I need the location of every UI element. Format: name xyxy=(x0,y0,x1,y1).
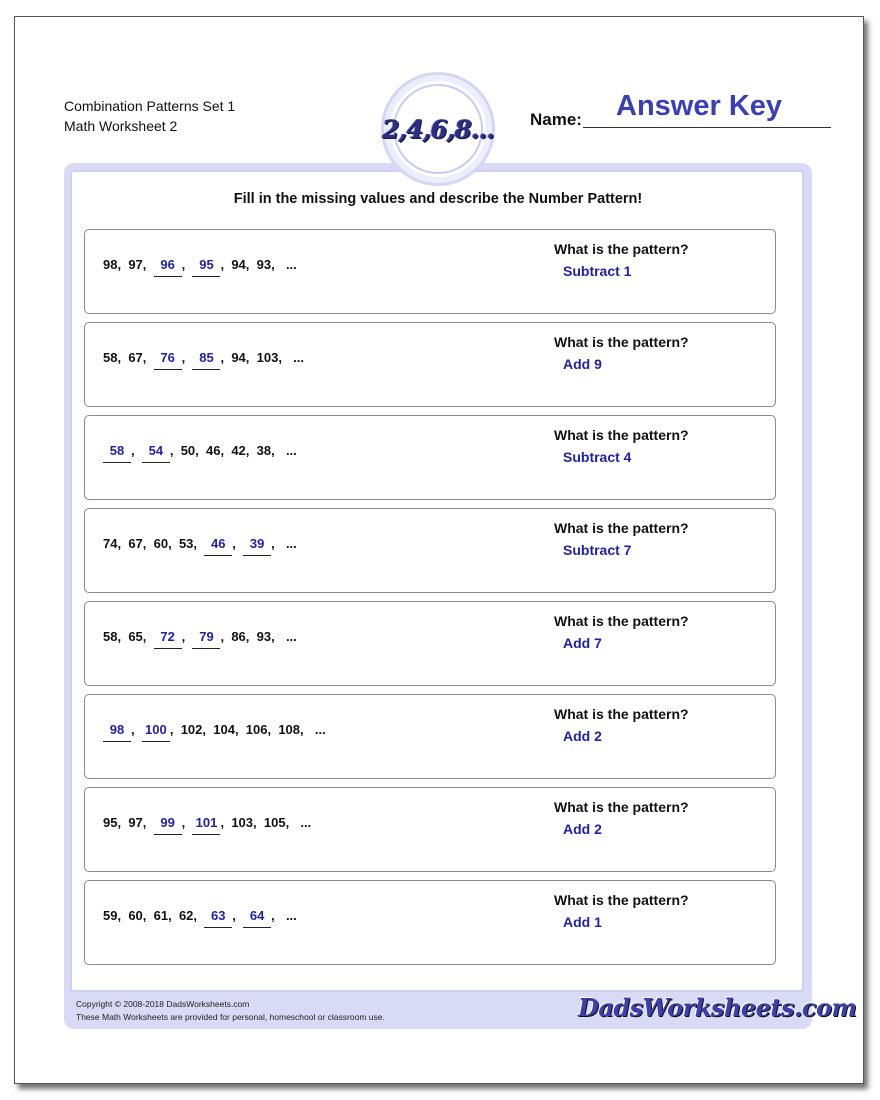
sequence-number: 60 xyxy=(153,536,169,551)
number-sequence xyxy=(103,629,297,644)
answer-blank[interactable]: 54 xyxy=(142,443,170,463)
separator: , xyxy=(117,815,129,830)
answer-blank[interactable]: 96 xyxy=(154,257,182,277)
sequence-number: 97 xyxy=(128,815,143,830)
sequence-number: 59 xyxy=(103,908,118,923)
separator: , xyxy=(169,722,181,737)
separator: , xyxy=(271,536,282,551)
separator: , xyxy=(131,443,142,458)
separator: , xyxy=(245,350,257,365)
separator: , xyxy=(300,722,311,737)
sequence-number: 58 xyxy=(103,350,118,365)
problem-box xyxy=(84,229,776,314)
sequence-number: 104 xyxy=(213,722,235,737)
separator: , xyxy=(168,908,179,923)
separator: , xyxy=(285,815,297,830)
sequence-number: 93 xyxy=(256,629,272,644)
answer-blank[interactable]: 76 xyxy=(154,350,182,370)
sequence-number: 60 xyxy=(128,908,143,923)
problem-box xyxy=(84,508,776,593)
sequence-number: 42 xyxy=(231,443,246,458)
separator: , xyxy=(271,443,282,458)
sequence-number: 97 xyxy=(128,257,143,272)
sequence-number: 106 xyxy=(245,722,268,737)
separator: , xyxy=(253,815,264,830)
sequence-number: 53 xyxy=(178,536,194,551)
sequence-number: 108 xyxy=(278,722,301,737)
pattern-question: What is the pattern? xyxy=(554,799,689,815)
sequence-number: 93 xyxy=(256,257,272,272)
separator: , xyxy=(117,629,129,644)
sequence-ellipsis: ... xyxy=(300,815,312,830)
pattern-answer: Subtract 4 xyxy=(563,449,632,465)
answer-blank[interactable]: 101 xyxy=(192,815,220,835)
number-sequence xyxy=(103,722,326,737)
problem-box xyxy=(84,322,776,407)
sequence-number: 95 xyxy=(103,815,118,830)
separator: , xyxy=(271,629,282,644)
sequence-number: 67 xyxy=(128,350,143,365)
number-sequence xyxy=(103,536,297,551)
sequence-ellipsis: ... xyxy=(293,350,305,365)
worksheet-subtitle: Math Worksheet 2 xyxy=(64,118,178,134)
separator: , xyxy=(271,257,282,272)
separator: , xyxy=(193,536,205,551)
pattern-question: What is the pattern? xyxy=(554,613,689,629)
sequence-ellipsis: ... xyxy=(285,257,297,272)
separator: , xyxy=(117,908,129,923)
pattern-answer: Add 9 xyxy=(563,356,602,372)
sequence-number: 102 xyxy=(180,722,203,737)
problem-box xyxy=(84,415,776,500)
name-label: Name: xyxy=(530,110,582,129)
separator: , xyxy=(245,629,257,644)
number-sequence xyxy=(103,815,311,830)
separator: , xyxy=(220,257,232,272)
sequence-number: 74 xyxy=(103,536,118,551)
number-sequence xyxy=(103,350,304,365)
separator: , xyxy=(220,629,232,644)
number-sequence xyxy=(103,443,297,458)
sequence-number: 67 xyxy=(128,536,143,551)
separator: , xyxy=(142,908,154,923)
separator: , xyxy=(131,722,142,737)
separator: , xyxy=(181,350,193,365)
separator: , xyxy=(181,257,193,272)
problem-box xyxy=(84,601,776,686)
separator: , xyxy=(117,350,129,365)
copyright-text: Copyright © 2008-2018 DadsWorksheets.com xyxy=(76,999,250,1009)
sequence-number: 46 xyxy=(206,443,221,458)
sequence-number: 61 xyxy=(153,908,169,923)
pattern-question: What is the pattern? xyxy=(554,427,689,443)
separator: , xyxy=(278,350,290,365)
answer-blank[interactable]: 39 xyxy=(243,536,271,556)
answer-blank[interactable]: 58 xyxy=(103,443,131,463)
sequence-ellipsis: ... xyxy=(285,629,297,644)
sequence-number: 94 xyxy=(231,257,246,272)
worksheet-title: Combination Patterns Set 1 xyxy=(64,98,236,114)
pattern-answer: Add 1 xyxy=(563,914,602,930)
sequence-ellipsis: ... xyxy=(285,908,297,923)
separator: , xyxy=(195,443,206,458)
pattern-answer: Add 2 xyxy=(563,728,602,744)
pattern-question: What is the pattern? xyxy=(554,706,689,722)
instruction-text: Fill in the missing values and describe the Number Pattern! xyxy=(233,191,643,207)
separator: , xyxy=(181,815,193,830)
pattern-logo-inner xyxy=(382,84,494,174)
sequence-number: 94 xyxy=(231,350,246,365)
separator: , xyxy=(202,722,214,737)
pattern-answer: Subtract 7 xyxy=(563,542,632,558)
problem-box xyxy=(84,694,776,779)
separator: , xyxy=(245,257,257,272)
sequence-number: 50 xyxy=(180,443,196,458)
pattern-question: What is the pattern? xyxy=(554,892,689,908)
problem-box xyxy=(84,880,776,965)
sequence-ellipsis: ... xyxy=(314,722,326,737)
name-line xyxy=(583,127,831,128)
separator: , xyxy=(232,536,244,551)
usage-note: These Math Worksheets are provided for personal, homeschool or classroom use. xyxy=(76,1012,385,1022)
number-sequence xyxy=(103,908,297,923)
separator: , xyxy=(117,257,129,272)
sequence-number: 103 xyxy=(231,815,254,830)
pattern-logo-text: 2,4,6,8... xyxy=(382,114,494,144)
sequence-number: 65 xyxy=(128,629,143,644)
pattern-question: What is the pattern? xyxy=(554,520,689,536)
separator: , xyxy=(271,908,282,923)
answer-blank[interactable]: 98 xyxy=(103,722,131,742)
sequence-number: 38 xyxy=(256,443,272,458)
number-sequence xyxy=(103,257,297,272)
sequence-ellipsis: ... xyxy=(285,443,297,458)
pattern-answer: Add 2 xyxy=(563,821,602,837)
sequence-number: 58 xyxy=(103,629,118,644)
pattern-answer: Add 7 xyxy=(563,635,602,651)
separator: , xyxy=(193,908,205,923)
answer-blank[interactable]: 72 xyxy=(154,629,182,649)
sequence-number: 98 xyxy=(103,257,118,272)
problem-box xyxy=(84,787,776,872)
separator: , xyxy=(245,443,257,458)
answer-blank[interactable]: 46 xyxy=(204,536,232,556)
separator: , xyxy=(234,722,246,737)
separator: , xyxy=(220,443,232,458)
sequence-number: 103 xyxy=(256,350,279,365)
separator: , xyxy=(232,908,244,923)
separator: , xyxy=(220,815,232,830)
dadsworksheets-logo[interactable]: DadsWorksheets.com xyxy=(578,993,857,1022)
separator: , xyxy=(142,257,154,272)
answer-blank[interactable]: 64 xyxy=(243,908,271,928)
separator: , xyxy=(168,536,179,551)
separator: , xyxy=(181,629,193,644)
sequence-number: 62 xyxy=(178,908,194,923)
separator: , xyxy=(220,350,232,365)
separator: , xyxy=(142,629,154,644)
pattern-question: What is the pattern? xyxy=(554,241,689,257)
pattern-question: What is the pattern? xyxy=(554,334,689,350)
separator: , xyxy=(169,443,181,458)
sequence-number: 105 xyxy=(263,815,286,830)
answer-blank[interactable]: 63 xyxy=(204,908,232,928)
separator: , xyxy=(117,536,129,551)
answer-blank[interactable]: 100 xyxy=(142,722,170,742)
separator: , xyxy=(142,536,154,551)
worksheet-header xyxy=(64,96,235,136)
answer-key: Answer Key xyxy=(616,90,783,122)
separator: , xyxy=(142,815,154,830)
separator: , xyxy=(142,350,154,365)
pattern-logo xyxy=(381,72,495,186)
footer-copyright xyxy=(76,998,385,1024)
answer-blank[interactable]: 79 xyxy=(192,629,220,649)
sequence-number: 86 xyxy=(231,629,246,644)
answer-blank[interactable]: 95 xyxy=(192,257,220,277)
separator: , xyxy=(267,722,279,737)
answer-blank[interactable]: 85 xyxy=(192,350,220,370)
answer-blank[interactable]: 99 xyxy=(154,815,182,835)
sequence-ellipsis: ... xyxy=(285,536,297,551)
pattern-answer: Subtract 1 xyxy=(563,263,632,279)
